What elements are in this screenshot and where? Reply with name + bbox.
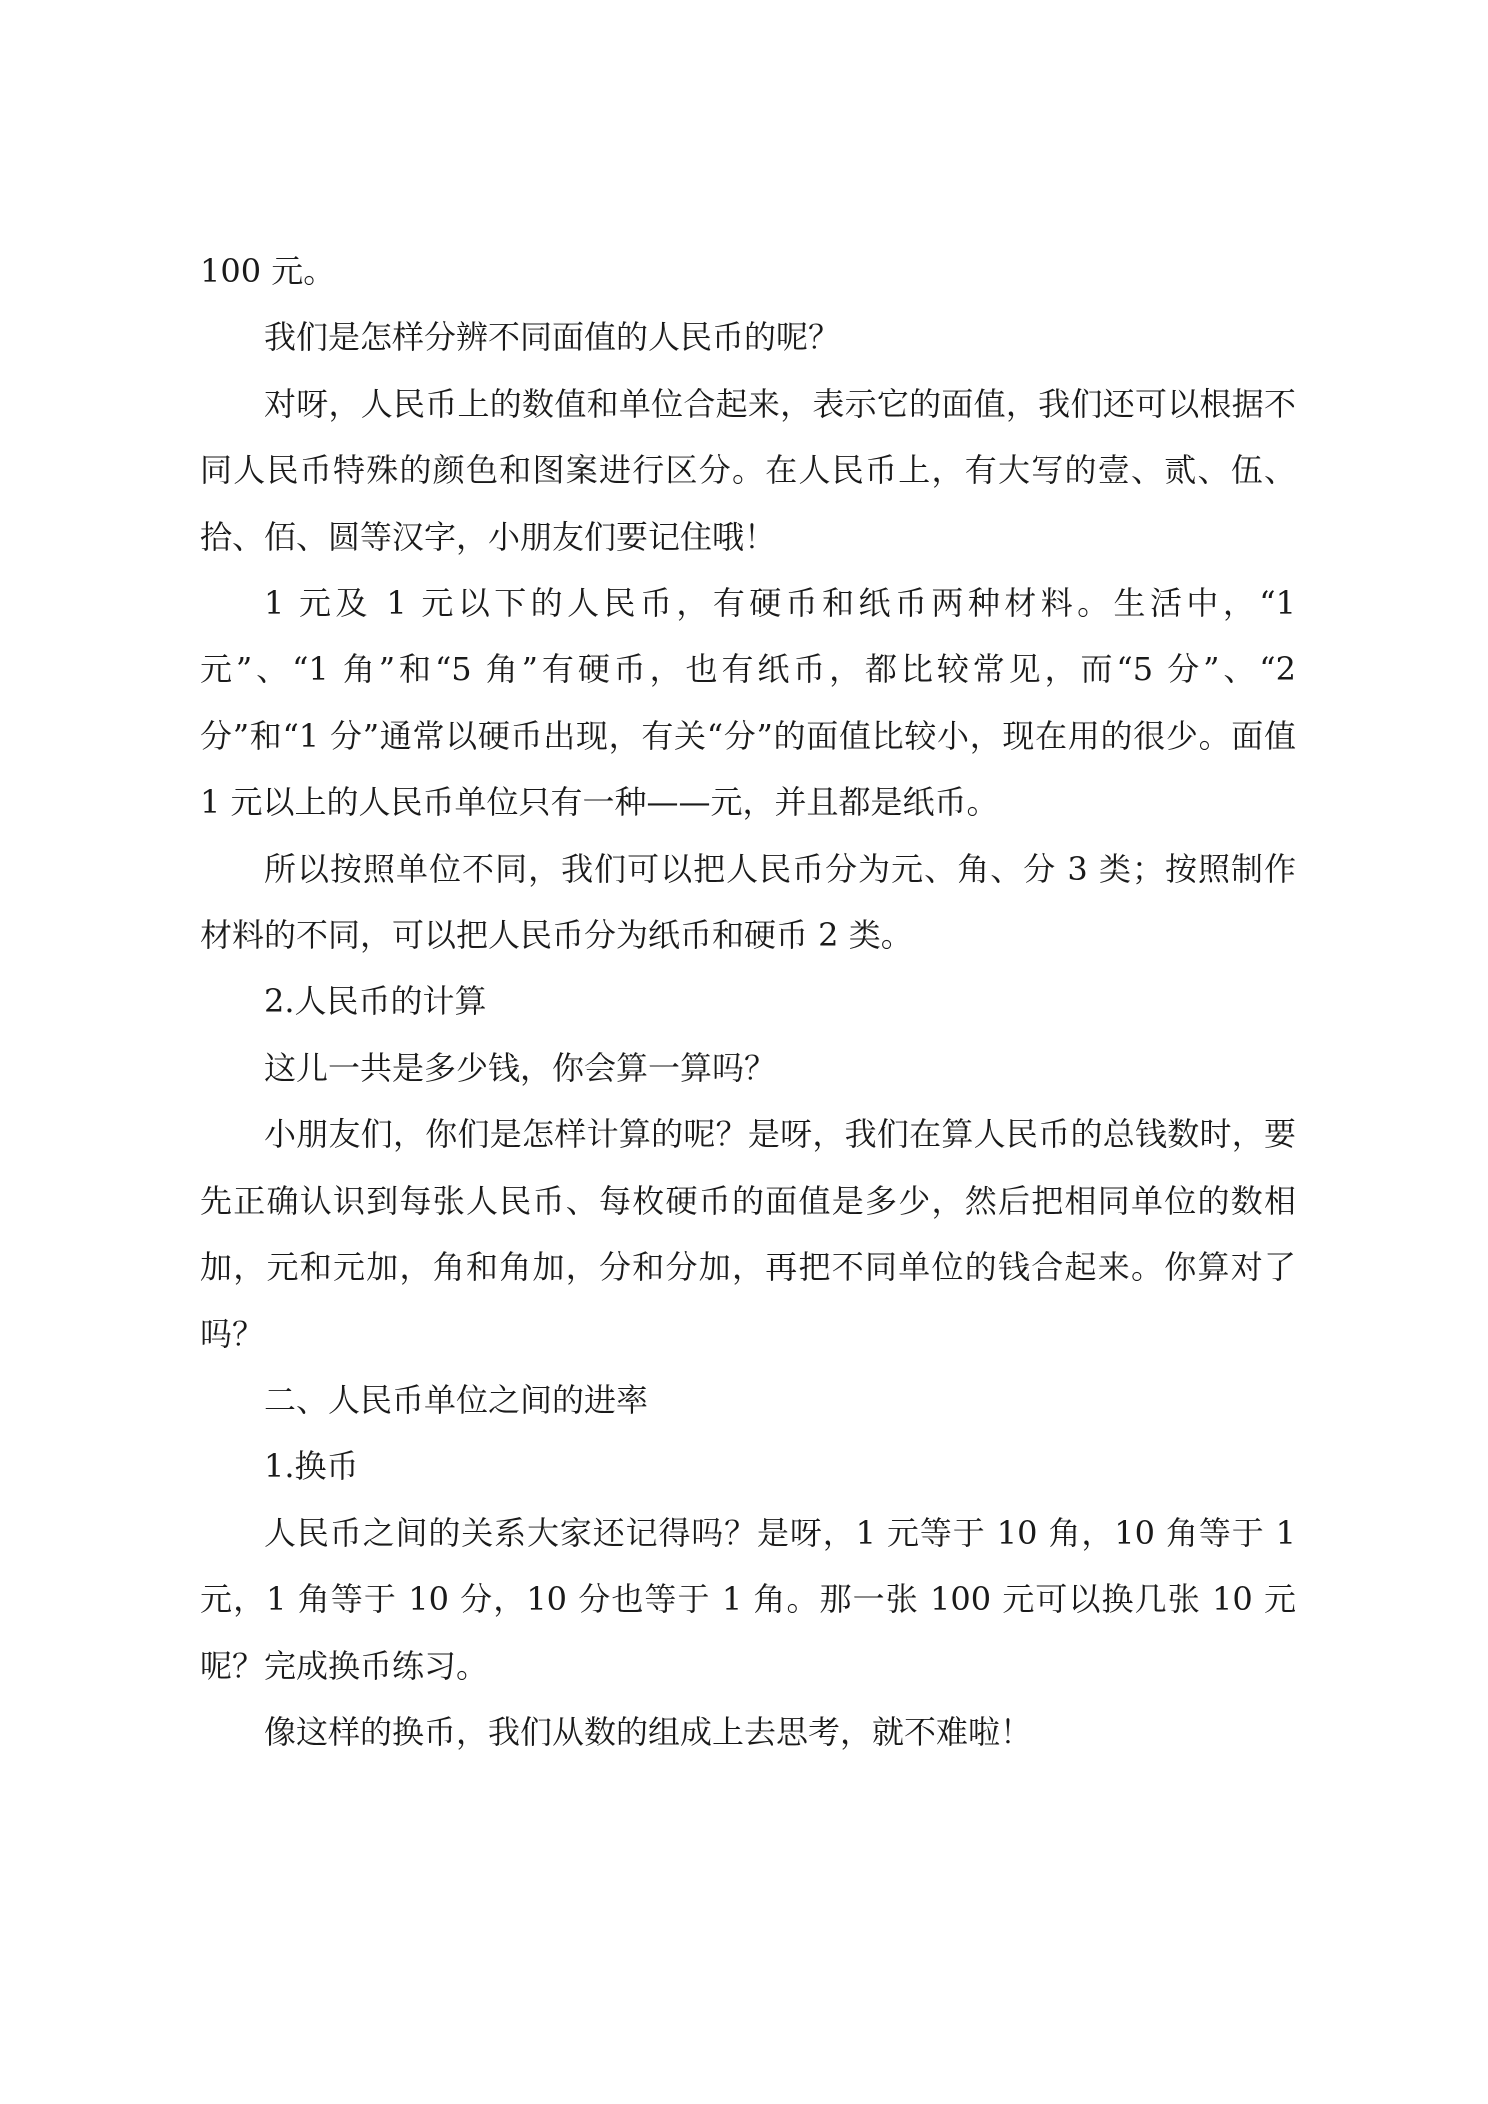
section-heading-conversion-rate: 二、人民币单位之间的进率 (264, 1380, 649, 1419)
paragraph-exchange-conclusion: 像这样的换币，我们从数的组成上去思考，就不难啦！ (264, 1712, 1033, 1751)
paragraph-question-total: 这儿一共是多少钱，你会算一算吗？ (264, 1048, 777, 1087)
section-heading-calculation: 2.人民币的计算 (264, 982, 487, 1021)
subsection-heading-exchange: 1.换币 (264, 1447, 359, 1486)
document-body (200, 238, 1296, 1765)
paragraph-classification: 所以按照单位不同，我们可以把人民币分为元、角、分 3 类；按照制作材料的不同，可以把人民币分为纸币和硬币 2 类。 (200, 849, 1296, 955)
paragraph-coins-and-notes: 1 元及 1 元以下的人民币，有硬币和纸币两种材料。生活中，“1 元”、“1 角”和“5 角”有硬币，也有纸币，都比较常见，而“5 分”、“2 分”和“1 分”通常以硬币出现，有关“分”的面值比较小，现在用的很少。面值 1 元以上的人民币单位只有一种——元，并且都是纸币。 (200, 584, 1296, 822)
paragraph-continuation: 100 元。 (200, 252, 336, 290)
paragraph-calculation-method: 小朋友们，你们是怎样计算的呢？是呀，我们在算人民币的总钱数时，要先正确认识到每张人民币、每枚硬币的面值是多少，然后把相同单位的数相加，元和元加，角和角加，分和分加，再把不同单位的钱合起来。你算对了吗？ (200, 1115, 1296, 1353)
paragraph-question-distinguish: 我们是怎样分辨不同面值的人民币的呢？ (264, 318, 841, 357)
paragraph-exchange-relations: 人民币之间的关系大家还记得吗？是呀，1 元等于 10 角，10 角等于 1 元，1 角等于 10 分，10 分也等于 1 角。那一张 100 元可以换几张 10 元呢？完成换币练习。 (200, 1513, 1296, 1685)
paragraph-face-value: 对呀，人民币上的数值和单位合起来，表示它的面值，我们还可以根据不同人民币特殊的颜色和图案进行区分。在人民币上，有大写的壹、贰、伍、拾、佰、圆等汉字，小朋友们要记住哦！ (200, 384, 1296, 556)
